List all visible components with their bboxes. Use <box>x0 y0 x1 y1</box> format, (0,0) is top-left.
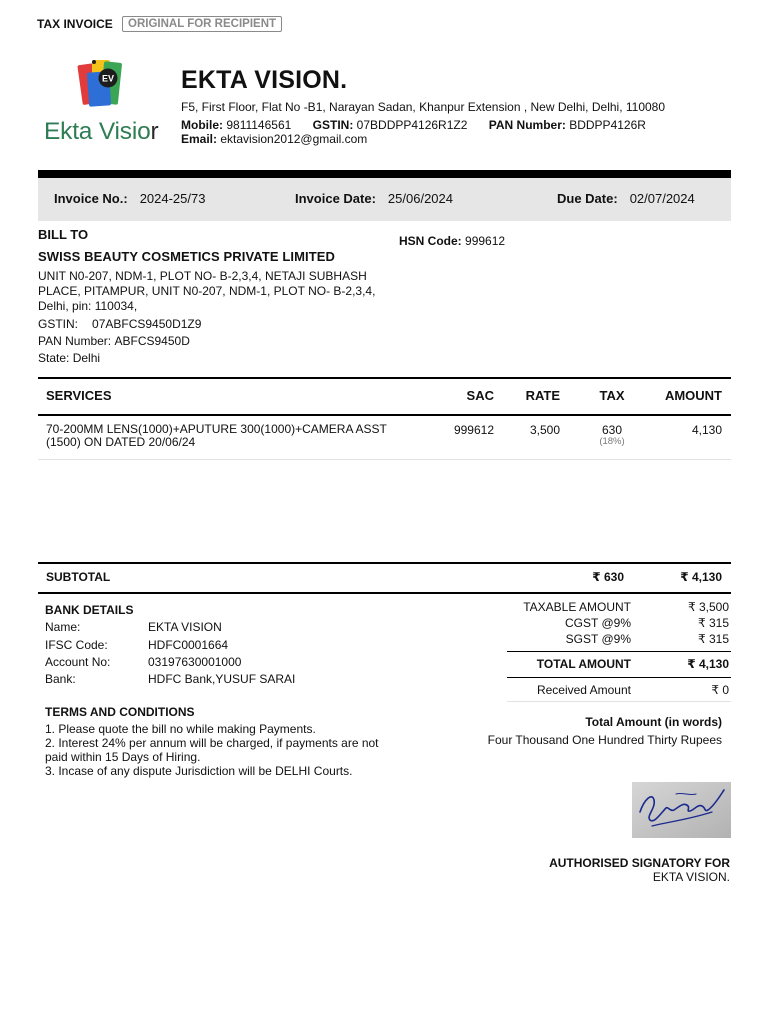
client-pan <box>38 334 378 349</box>
bill-to-heading: BILL TO <box>38 227 89 242</box>
received-divider <box>507 701 731 702</box>
gstin-label: GSTIN: <box>312 118 354 132</box>
signature-icon <box>632 782 731 838</box>
bank-details-heading: BANK DETAILS <box>45 603 134 617</box>
col-amount: AMOUNT <box>664 388 722 403</box>
bank-account-value: 03197630001000 <box>148 655 242 669</box>
invoice-number-value: 2024-25/73 <box>139 191 206 206</box>
bank-ifsc-label: IFSC Code: <box>45 638 108 652</box>
sgst-label: SGST @9% <box>565 632 631 646</box>
col-rate: RATE <box>525 388 560 403</box>
item-description: 70-200MM LENS(1000)+APUTURE 300(1000)+CAMERA ASST (1500) ON DATED 20/06/24 <box>46 422 387 449</box>
gstin-value: 07BDDPP4126R1Z2 <box>356 118 468 132</box>
taxable-amount-value: ₹ 3,500 <box>688 600 729 614</box>
total-amount-value: ₹ 4,130 <box>687 657 729 671</box>
hsn-code <box>399 234 505 248</box>
bank-name-value: EKTA VISION <box>148 620 222 634</box>
company-logo <box>44 58 169 144</box>
client-state-label: State: <box>38 351 70 365</box>
header-divider <box>38 170 731 178</box>
received-amount-value: ₹ 0 <box>711 683 729 697</box>
item-sac: 999612 <box>453 423 494 437</box>
hsn-label: HSN Code: <box>399 234 462 248</box>
total-amount-label: TOTAL AMOUNT <box>536 657 631 671</box>
client-gstin-label: GSTIN: <box>38 317 79 331</box>
company-name: EKTA VISION. <box>181 66 348 94</box>
received-amount-label: Received Amount <box>536 683 631 697</box>
logo-word-main: Ekta Visio <box>44 118 151 145</box>
client-pan-value: ABFCS9450D <box>114 334 190 348</box>
logo-badge-text: EV <box>101 73 115 84</box>
invoice-date-value: 25/06/2024 <box>387 191 453 206</box>
client-details <box>38 269 378 366</box>
subtotal-label: SUBTOTAL <box>46 570 111 584</box>
signatory-line1: AUTHORISED SIGNATORY FOR <box>549 856 730 870</box>
col-sac: SAC <box>466 388 494 403</box>
mobile-label: Mobile: <box>181 118 223 132</box>
due-date-label: Due Date: <box>557 191 618 206</box>
logo-mark-icon <box>44 58 169 118</box>
email-label: Email: <box>181 132 218 146</box>
cgst-value: ₹ 315 <box>698 616 729 630</box>
client-state-value: Delhi <box>72 351 101 365</box>
signatory-line2: EKTA VISION. <box>652 870 730 884</box>
company-address: F5, First Floor, Flat No -B1, Narayan Sadan, Khanpur Extension , New Delhi, Delhi, 110080 <box>181 100 666 114</box>
subtotal-amount: ₹ 4,130 <box>680 570 722 584</box>
bank-bank-label: Bank: <box>45 672 76 686</box>
item-tax-percent: (18%) <box>599 436 625 447</box>
due-date-value: 02/07/2024 <box>629 191 695 206</box>
client-state <box>38 351 378 366</box>
terms-item: 1. Please quote the bill no while making Payments. <box>45 722 316 736</box>
bank-ifsc-value: HDFC0001664 <box>148 638 229 652</box>
bank-account-label: Account No: <box>45 655 111 669</box>
total-bottom-border <box>507 677 731 678</box>
sgst-value: ₹ 315 <box>698 632 729 646</box>
item-rate: 3,500 <box>529 423 560 437</box>
table-top-border <box>38 377 731 379</box>
terms-item: 2. Interest 24% per annum will be charged, if payments are not paid within 15 Days of Hiring. <box>45 736 379 764</box>
cgst-label: CGST @9% <box>565 616 631 630</box>
client-gstin <box>38 317 378 332</box>
pan-label: PAN Number: <box>488 118 566 132</box>
row-divider <box>38 459 731 460</box>
subtotal-top-border <box>38 562 731 564</box>
email-value[interactable]: ektavision2012@gmail.com <box>220 132 368 146</box>
pan-value: BDDPP4126R <box>569 118 646 132</box>
subtotal-bottom-border <box>38 592 731 594</box>
document-type: TAX INVOICE <box>37 17 113 31</box>
col-tax: TAX <box>599 388 625 403</box>
invoice-number-label: Invoice No.: <box>54 191 128 206</box>
col-services: SERVICES <box>46 388 112 403</box>
amount-in-words-value: Four Thousand One Hundred Thirty Rupees <box>487 733 722 747</box>
taxable-amount-label: TAXABLE AMOUNT <box>523 600 631 614</box>
terms-list <box>45 722 385 778</box>
mobile-value: 9811146561 <box>226 118 292 132</box>
authorised-signatory <box>549 856 730 884</box>
invoice-date <box>295 191 453 206</box>
client-address: UNIT N0-207, NDM-1, PLOT NO- B-2,3,4, NETAJI SUBHASH PLACE, PITAMPUR, UNIT N0-207, NDM-1, PLOT NO- B-2,3,4, Delhi, pin: 110034, <box>38 269 376 313</box>
signature-image <box>632 782 731 838</box>
logo-word-tail: r <box>150 118 159 145</box>
client-pan-label: PAN Number: <box>38 334 112 348</box>
copy-tag: ORIGINAL FOR RECIPIENT <box>122 16 282 32</box>
amount-in-words-label: Total Amount (in words) <box>585 715 722 729</box>
logo-wordmark <box>44 118 158 146</box>
company-email-line <box>181 132 367 146</box>
invoice-number <box>54 191 205 206</box>
item-tax: 630 <box>601 423 623 437</box>
client-gstin-value: 07ABFCS9450D1Z9 <box>92 317 202 331</box>
hsn-value: 999612 <box>465 234 506 248</box>
terms-item: 3. Incase of any dispute Jurisdiction will be DELHI Courts. <box>45 764 353 778</box>
table-header-border <box>38 414 731 416</box>
total-top-border <box>507 651 731 652</box>
terms-heading: TERMS AND CONDITIONS <box>45 705 195 719</box>
invoice-date-label: Invoice Date: <box>295 191 376 206</box>
client-name: SWISS BEAUTY COSMETICS PRIVATE LIMITED <box>38 249 336 264</box>
due-date <box>557 191 695 206</box>
bank-bank-value: HDFC Bank,YUSUF SARAI <box>148 672 296 686</box>
item-amount: 4,130 <box>691 423 722 437</box>
company-contact-line <box>181 118 646 132</box>
subtotal-tax: ₹ 630 <box>592 570 624 584</box>
bank-name-label: Name: <box>45 620 81 634</box>
